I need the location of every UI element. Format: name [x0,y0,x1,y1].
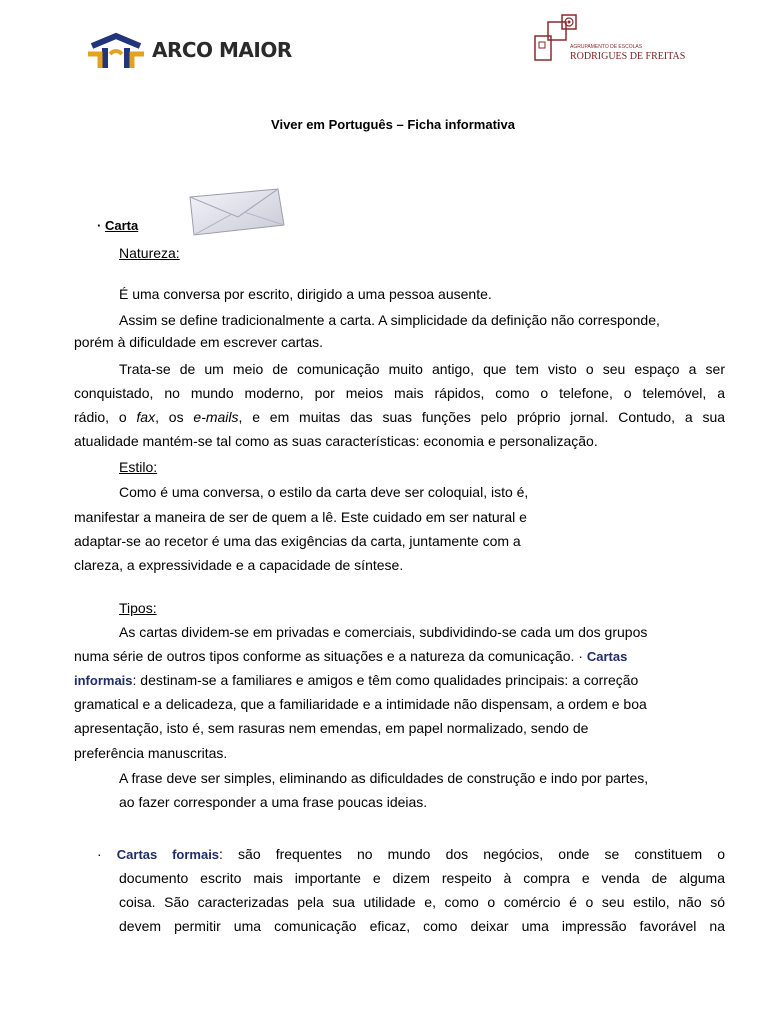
italic-emails: e-mails [193,409,239,425]
text-segment: rádio, o [74,409,127,425]
envelope-icon [186,187,286,237]
natureza-paragraph-3-line-3 [74,407,725,427]
rodrigues-de-freitas-logo-subtext: AGRUPAMENTO DE ESCOLAS [570,44,643,50]
natureza-paragraph-2-line-2: porém à dificuldade em escrever cartas. [74,334,323,350]
tipos-line-4: gramatical e a delicadeza, que a familiaridade e a intimidade não dispensam, a ordem e boa [74,696,647,712]
natureza-paragraph-2-line-1: Assim se define tradicionalmente a carta. A simplicidade da definição não corresponde, [119,312,660,328]
tipos-line-5: apresentação, isto é, sem rasuras nem emendas, em papel normalizado, sendo de [74,720,589,736]
italic-fax: fax [136,409,156,425]
tipos-line-7: A frase deve ser simples, eliminando as dificuldades de construção e indo por partes, [119,770,649,786]
document-title: Viver em Português – Ficha informativa [271,117,515,132]
highlight-informais: informais [74,673,133,688]
estilo-label: Estilo: [119,459,158,475]
tipos-line-6: preferência manuscritas. [74,745,228,761]
natureza-paragraph-3-line-2: conquistado, no mundo moderno, por meios mais rápidos, como o telefone, o telemóvel, a [74,385,725,401]
natureza-paragraph-3-line-4: atualidade mantém-se tal como as suas características: economia e personalização. [74,433,598,449]
estilo-line-4: clareza, a expressividade e a capacidade de síntese. [74,557,404,573]
highlight-cartas: Cartas [586,649,628,664]
estilo-line-2: manifestar a maneira de ser de quem a lê. Este cuidado em ser natural e [74,509,527,525]
bullet: · [97,846,102,862]
tipos-label: Tipos: [119,600,157,616]
bullet: · [97,218,102,233]
text-segment: , e em muitas das suas funções pelo próprio jornal. Contudo, a sua [238,409,726,425]
text-segment: , os [155,409,184,425]
tipos-line-1: As cartas dividem-se em privadas e comerciais, subdividindo-se cada um dos grupos [119,624,648,640]
estilo-line-3: adaptar-se ao recetor é uma das exigências da carta, juntamente com a [74,533,521,549]
rodrigues-de-freitas-logo-text: RODRIGUES DE FREITAS [570,51,686,62]
natureza-label: Natureza: [119,245,180,261]
estilo-line-1: Como é uma conversa, o estilo da carta deve ser coloquial, isto é, [119,484,529,500]
formais-line-4: devem permitir uma comunicação eficaz, como deixar uma impressão favorável na [119,918,725,934]
tipos-line-8: ao fazer corresponder a uma frase poucas ideias. [119,794,428,810]
tipos-line-3 [74,670,725,691]
tipos-line-2 [74,646,725,667]
arco-maior-logo-text: ARCO MAIOR [152,38,292,62]
rodrigues-de-freitas-logo [534,14,686,66]
highlight-cartas-formais: Cartas formais [116,847,220,862]
formais-line-2: documento escrito mais importante e dizem respeito à compra e venda de alguma [119,870,725,886]
text-segment: : são frequentes no mundo dos negócios, onde se constituem o [219,846,726,862]
natureza-paragraph-3-line-1: Trata-se de um meio de comunicação muito antigo, que tem visto o seu espaço a ser [119,361,725,377]
text-segment: numa série de outros tipos conforme as situações e a natureza da comunicação. · [74,648,583,664]
natureza-paragraph-1: É uma conversa por escrito, dirigido a uma pessoa ausente. [119,286,492,302]
formais-line-3: coisa. São caracterizadas pela sua utilidade e, como o comércio é o seu estilo, não só [119,894,725,910]
arco-maior-logo-mark [88,32,146,70]
text-segment: : destinam-se a familiares e amigos e têm como qualidades principais: a correção [132,672,639,688]
formais-line-1 [97,844,725,865]
section-heading-carta-text: Carta [104,218,139,233]
